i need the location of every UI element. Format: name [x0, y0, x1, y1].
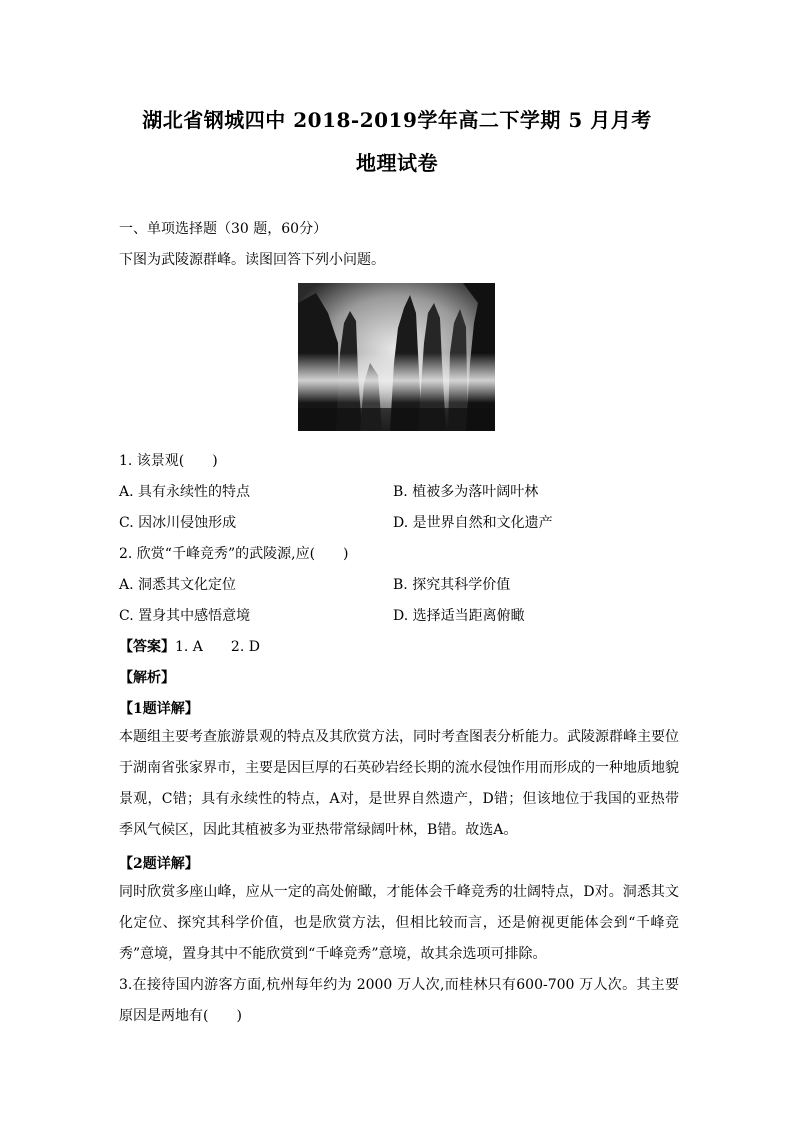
mountain-landscape-photo: [298, 283, 495, 431]
answer-label: 【答案】: [119, 639, 175, 655]
question-2-option-c: C. 置身其中感悟意境: [119, 608, 251, 624]
question-2-option-d: D. 选择适当距离俯瞰: [393, 608, 525, 624]
exam-subject-title: 地理试卷: [356, 151, 438, 175]
section-heading: 一、单项选择题（30 题，60分）: [119, 221, 328, 237]
question-1-option-b: B. 植被多为落叶阔叶林: [393, 484, 539, 500]
exam-title: 湖北省钢城四中 2018-2019学年高二下学期 5 月月考: [142, 108, 652, 132]
analysis-label: 【解析】: [119, 670, 175, 686]
detail-2-label: 【2题详解】: [119, 856, 199, 872]
question-3-text: 3.在接待国内游客方面,杭州每年约为 2000 万人次,而桂林只有600-700 万人次。其主要原因是两地有( ): [119, 977, 679, 1024]
detail-2-text: 同时欣赏多座山峰，应从一定的高处俯瞰，才能体会千峰竞秀的壮阔特点，D对。洞悉其文化定位、探究其科学价值，也是欣赏方法，但相比较而言，还是俯视更能体会到“千峰竞秀”意境，置身其中不能欣赏到“千峰竞秀”意境，故其余选项可排除。: [119, 884, 679, 962]
detail-1-label: 【1题详解】: [119, 701, 199, 717]
question-1-option-d: D. 是世界自然和文化遗产: [393, 515, 553, 531]
answer-text: 1. A 2. D: [175, 639, 260, 655]
detail-1-text: 本题组主要考查旅游景观的特点及其欣赏方法，同时考查图表分析能力。武陵源群峰主要位于湖南省张家界市，主要是因巨厚的石英砂岩经长期的流水侵蚀作用而形成的一种地质地貌景观，C错；具有永续性的特点，A对，是世界自然遗产，D错；但该地位于我国的亚热带季风气候区，因此其植被多为亚热带常绿阔叶林，B错。故选A。: [119, 729, 679, 838]
question-1-stem: 1. 该景观( ): [119, 453, 218, 469]
question-1-option-c: C. 因冰川侵蚀形成: [119, 515, 237, 531]
question-2-option-b: B. 探究其科学价值: [393, 577, 511, 593]
question-2-stem: 2. 欣赏“千峰竞秀”的武陵源,应( ): [119, 546, 349, 562]
question-intro: 下图为武陵源群峰。读图回答下列小问题。: [119, 252, 385, 268]
question-2-option-a: A. 洞悉其文化定位: [119, 577, 237, 593]
answer-row: [119, 636, 260, 656]
question-1-option-a: A. 具有永续性的特点: [119, 484, 251, 500]
